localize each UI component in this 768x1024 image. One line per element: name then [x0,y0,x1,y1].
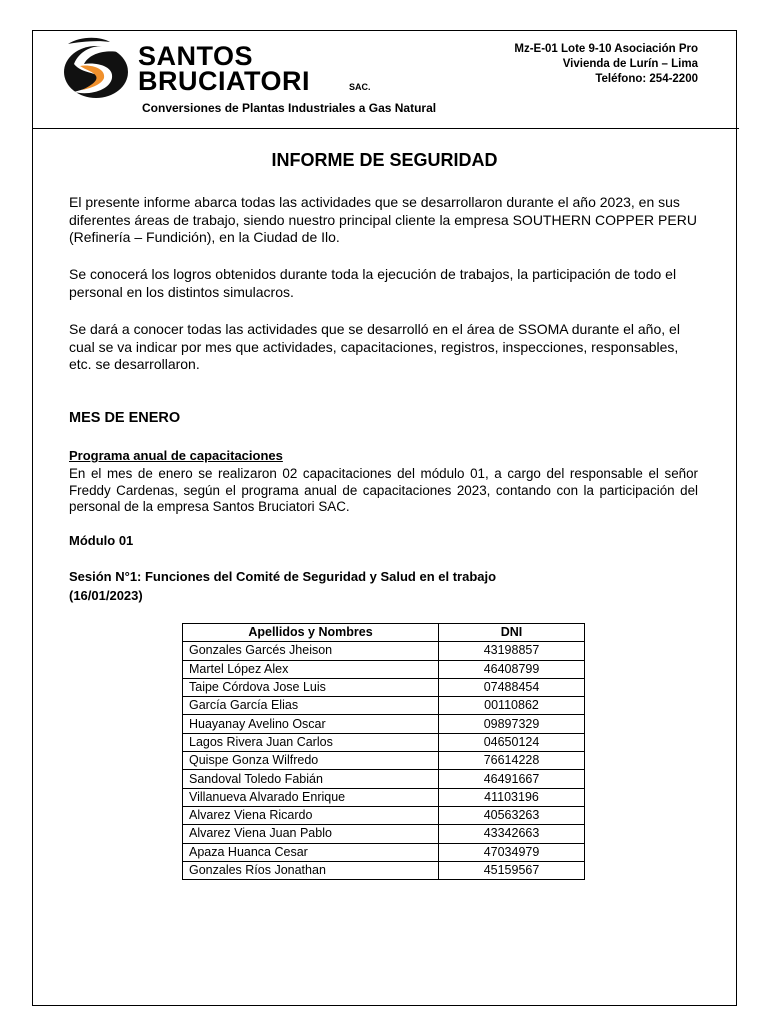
attendee-name: Gonzales Garcés Jheison [183,642,439,660]
attendee-name: Huayanay Avelino Oscar [183,715,439,733]
intro-paragraph: El presente informe abarca todas las actividades que se desarrollaron durante el año 2023, en sus diferentes áreas de trabajo, siendo nuestro principal cliente la empresa SOUTHERN COPPER PERU (Refinería – Fundición), en la Ciudad de Ilo. [69,194,697,245]
attendee-dni: 47034979 [439,843,585,861]
attendee-dni: 46491667 [439,770,585,788]
company-name-line2: BRUCIATORI [138,66,310,96]
attendee-name: García García Elias [183,697,439,715]
column-header-name: Apellidos y Nombres [183,624,439,642]
attendee-name: Villanueva Alvarado Enrique [183,788,439,806]
attendee-dni: 41103196 [439,788,585,806]
attendee-dni: 46408799 [439,660,585,678]
attendee-name: Martel López Alex [183,660,439,678]
company-tagline: Conversiones de Plantas Industriales a Gas Natural [142,101,437,115]
attendee-name: Alvarez Viena Ricardo [183,806,439,824]
attendee-dni: 43198857 [439,642,585,660]
address-line: Mz-E-01 Lote 9-10 Asociación Pro [514,43,698,55]
table-header-row [183,624,585,642]
table-row [183,843,585,861]
header-divider [32,128,739,129]
attendee-dni: 09897329 [439,715,585,733]
module-heading: Módulo 01 [69,533,134,548]
activities-paragraph: Se dará a conocer todas las actividades que se desarrolló en el área de SSOMA durante el año, el cual se va indicar por mes que actividades, capacitaciones, registros, inspecciones, responsables, etc. se desarrollaron. [69,321,680,372]
attendee-dni: 04650124 [439,733,585,751]
table-row [183,678,585,696]
company-address [514,42,698,87]
table-row [183,788,585,806]
table-row [183,806,585,824]
table-row [183,697,585,715]
attendee-dni: 45159567 [439,861,585,879]
table-row [183,733,585,751]
attendance-table-body [183,642,585,880]
attendee-name: Quispe Gonza Wilfredo [183,752,439,770]
attendee-name: Lagos Rivera Juan Carlos [183,733,439,751]
attendee-dni: 43342663 [439,825,585,843]
attendee-dni: 07488454 [439,678,585,696]
table-row [183,861,585,879]
company-suffix: SAC. [349,82,371,92]
document-title: INFORME DE SEGURIDAD [271,150,498,170]
column-header-dni: DNI [439,624,585,642]
attendee-name: Gonzales Ríos Jonathan [183,861,439,879]
table-row [183,642,585,660]
attendee-name: Sandoval Toledo Fabián [183,770,439,788]
section-heading: Programa anual de capacitaciones [69,448,283,463]
month-heading: MES DE ENERO [69,410,181,426]
table-row [183,752,585,770]
company-logo-icon [60,34,132,106]
attendee-name: Apaza Huanca Cesar [183,843,439,861]
attendee-dni: 00110862 [439,697,585,715]
table-row [183,770,585,788]
attendee-dni: 40563263 [439,806,585,824]
phone-line: Teléfono: 254-2200 [595,73,698,85]
achievements-paragraph: Se conocerá los logros obtenidos durante toda la ejecución de trabajos, la participación de todo el personal en los distintos simulacros. [69,266,677,300]
company-name-line1: SANTOS [138,41,254,71]
table-row [183,660,585,678]
attendee-name: Taipe Córdova Jose Luis [183,678,439,696]
session-heading: Sesión N°1: Funciones del Comité de Seguridad y Salud en el trabajo (16/01/2023) [69,569,497,603]
table-row [183,715,585,733]
table-row [183,825,585,843]
attendee-dni: 76614228 [439,752,585,770]
attendee-name: Alvarez Viena Juan Pablo [183,825,439,843]
attendance-table [182,623,585,880]
section-paragraph: En el mes de enero se realizaron 02 capacitaciones del módulo 01, a cargo del responsable el señor Freddy Cardenas, según el programa anual de capacitaciones 2023, contando con la participación del personal de la empresa Santos Bruciatori SAC. [69,466,698,514]
address-line: Vivienda de Lurín – Lima [562,58,698,70]
